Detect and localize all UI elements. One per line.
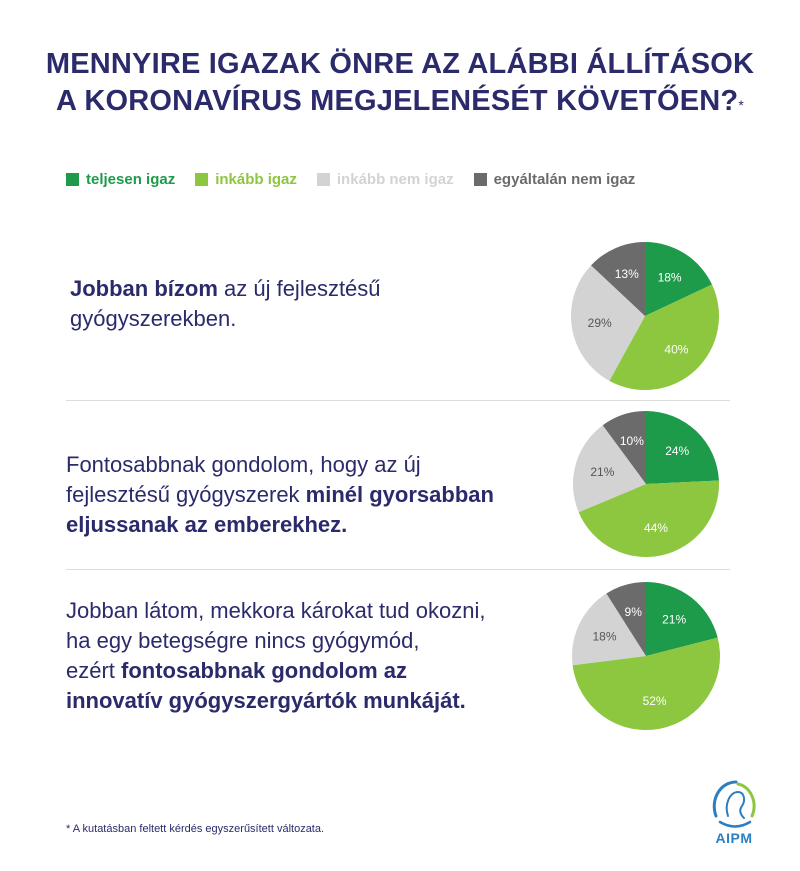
- pie-label-teljesen-igaz: 24%: [665, 444, 690, 459]
- pie-label-teljesen-igaz: 18%: [657, 270, 682, 285]
- statement-text: ha egy betegségre nincs gyógymód,: [66, 628, 420, 653]
- legend-item-inkabb-igaz: [195, 171, 297, 188]
- legend-swatch: [317, 173, 330, 186]
- pie-label-egyaltalan-nem-igaz: 13%: [614, 266, 639, 281]
- statement-emphasis: eljussanak az emberekhez.: [66, 512, 348, 537]
- chart-title: [0, 46, 800, 120]
- title-asterisk: *: [738, 97, 744, 113]
- pie-chart-1: [571, 242, 719, 390]
- pie-label-inkabb-nem-igaz: 21%: [590, 464, 615, 479]
- legend-label: inkább nem igaz: [336, 170, 454, 188]
- statement-text: Jobban látom, mekkora károkat tud okozni,: [66, 598, 486, 623]
- logo-text: AIPM: [715, 830, 753, 846]
- divider: [66, 569, 730, 570]
- title-line-2-text: A KORONAVÍRUS MEGJELENÉSÉT KÖVETŐEN?: [56, 85, 739, 117]
- pie-label-egyaltalan-nem-igaz: 10%: [619, 433, 644, 448]
- statement-text: ezért: [66, 658, 122, 683]
- pie-label-egyaltalan-nem-igaz: 9%: [624, 604, 642, 619]
- legend-item-inkabb-nem-igaz: [317, 171, 454, 188]
- pie-label-teljesen-igaz: 21%: [662, 612, 687, 627]
- pie-label-inkabb-igaz: 44%: [643, 521, 668, 536]
- legend-swatch: [66, 173, 79, 186]
- pie-label-inkabb-igaz: 52%: [642, 694, 667, 709]
- legend: [66, 168, 655, 190]
- legend-item-egyaltalan-nem-igaz: [474, 171, 636, 188]
- pie-chart-3: [572, 582, 720, 730]
- title-line-1: MENNYIRE IGAZAK ÖNRE AZ ALÁBBI ÁLLÍTÁSOK: [45, 48, 755, 80]
- statement-3: [66, 596, 485, 716]
- statement-emphasis: innovatív gyógyszergyártók munkáját.: [66, 688, 466, 713]
- statement-2: [66, 450, 494, 540]
- legend-label: inkább igaz: [215, 170, 297, 188]
- statement-text: fejlesztésű gyógyszerek: [66, 482, 306, 507]
- pie-label-inkabb-igaz: 40%: [664, 342, 689, 357]
- statement-emphasis: fontosabbnak gondolom az: [121, 658, 408, 683]
- footnote: * A kutatásban feltett kérdés egyszerűsített változata.: [66, 823, 325, 835]
- statement-text: az új fejlesztésű: [217, 276, 381, 301]
- statement-text: gyógyszerekben.: [70, 306, 237, 331]
- legend-label: teljesen igaz: [86, 170, 176, 188]
- logo-icon: [706, 776, 762, 830]
- legend-swatch: [474, 173, 487, 186]
- legend-swatch: [195, 173, 208, 186]
- pie-label-inkabb-nem-igaz: 18%: [592, 629, 617, 644]
- title-line-2: [0, 83, 800, 120]
- pie-label-inkabb-nem-igaz: 29%: [587, 316, 612, 331]
- legend-item-teljesen-igaz: [66, 171, 175, 188]
- aipm-logo: [706, 776, 762, 848]
- divider: [66, 400, 730, 401]
- statement-emphasis: Jobban bízom: [70, 276, 218, 301]
- statement-1: [70, 274, 381, 334]
- statement-emphasis: minél gyorsabban: [305, 482, 494, 507]
- legend-label: egyáltalán nem igaz: [493, 170, 636, 188]
- pie-chart-2: [573, 411, 719, 557]
- statement-text: Fontosabbnak gondolom, hogy az új: [66, 452, 421, 477]
